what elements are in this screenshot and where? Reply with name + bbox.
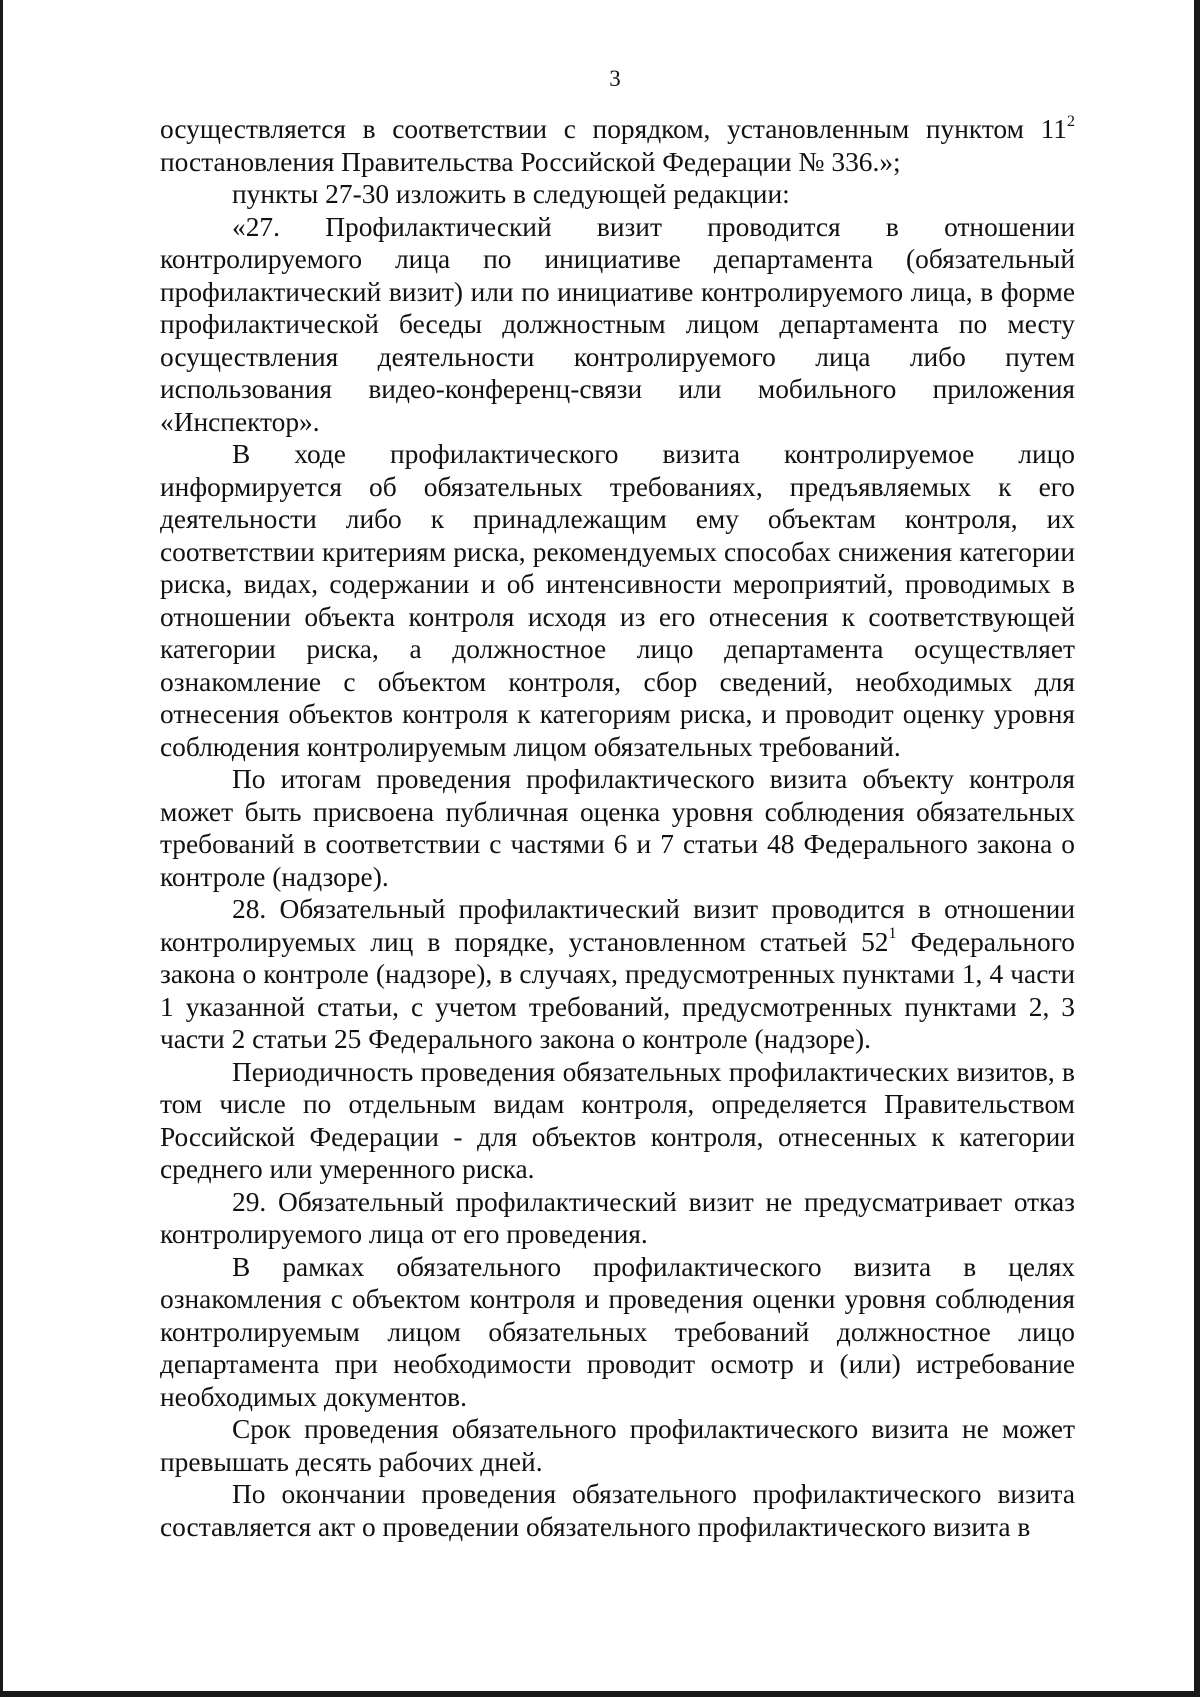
paragraph: «27. Профилактический визит проводится в отношении контролируемого лица по инициативе департамента (обязательный профилактический визит) или по инициативе контролируемого лица, в форме профилактической беседы должностным лицом департамента по месту осуществления деятельности контролируемого лица либо путем использования видео-конференц-связи или мобильного приложения «Инспектор». [160, 211, 1075, 437]
paragraph: По итогам проведения профилактического визита объекту контроля может быть присвоена публичная оценка уровня соблюдения обязательных требований в соответствии с частями 6 и 7 статьи 48 Федерального закона о контроле (надзоре). [160, 764, 1075, 892]
scan-border-left [0, 0, 3, 1697]
scan-border-bottom [0, 1691, 1200, 1697]
scan-border-right [1194, 0, 1200, 1697]
paragraph: В рамках обязательного профилактического визита в целях ознакомления с объектом контроля и проведения оценки уровня соблюдения контролируемым лицом обязательных требований должностное лицо департамента при необходимости проводит осмотр и (или) истребование необходимых документов. [160, 1251, 1075, 1412]
paragraph [160, 113, 1075, 178]
superscript: 2 [1067, 112, 1075, 130]
page-number: 3 [609, 66, 621, 91]
paragraph: пункты 27-30 изложить в следующей редакции: [232, 179, 790, 209]
paragraph-text: 28. Обязательный профилактический визит проводится в отношении контролируемых лиц в порядке, установленном статьей 52 [160, 894, 1075, 957]
paragraph: В ходе профилактического визита контролируемое лицо информируется об обязательных требованиях, предъявляемых к его деятельности либо к принадлежащим ему объектам контроля, их соответствии критериям риска, рекомендуемых способах снижения категории риска, видах, содержании и об интенсивности мероприятий, проводимых в отношении объекта контроля исходя из его отнесения к соответствующей категории риска, а должностное лицо департамента осуществляет ознакомление с объектом контроля, сбор сведений, необходимых для отнесения объектов контроля к категориям риска, и проводит оценку уровня соблюдения контролируемым лицом обязательных требований. [160, 439, 1075, 762]
paragraph-text: осуществляется в соответствии с порядком, установленным пунктом 11 [160, 114, 1067, 144]
paragraph: 29. Обязательный профилактический визит не предусматривает отказ контролируемого лица от его проведения. [160, 1186, 1075, 1249]
paragraph: Периодичность проведения обязательных профилактических визитов, в том числе по отдельным видам контроля, определяется Правительством Российской Федерации - для объектов контроля, отнесенных к категории среднего или умеренного риска. [160, 1056, 1075, 1184]
document-body [160, 113, 1075, 1543]
paragraph: Срок проведения обязательного профилактического визита не может превышать десять рабочих дней. [160, 1414, 1075, 1477]
paragraph [160, 893, 1075, 1056]
paragraph: По окончании проведения обязательного профилактического визита составляется акт о проведении обязательного профилактического визита в [160, 1479, 1075, 1542]
paragraph-text: постановления Правительства Российской Федерации № 336.»; [160, 146, 901, 177]
paragraph-text: Федерального закона о контроле (надзоре), в случаях, предусмотренных пунктами 1, 4 части 1 указанной статьи, с учетом требований, предусмотренных пунктами 2, 3 части 2 статьи 25 Федерального закона о контроле (надзоре). [160, 926, 1076, 1054]
superscript: 1 [888, 925, 897, 943]
